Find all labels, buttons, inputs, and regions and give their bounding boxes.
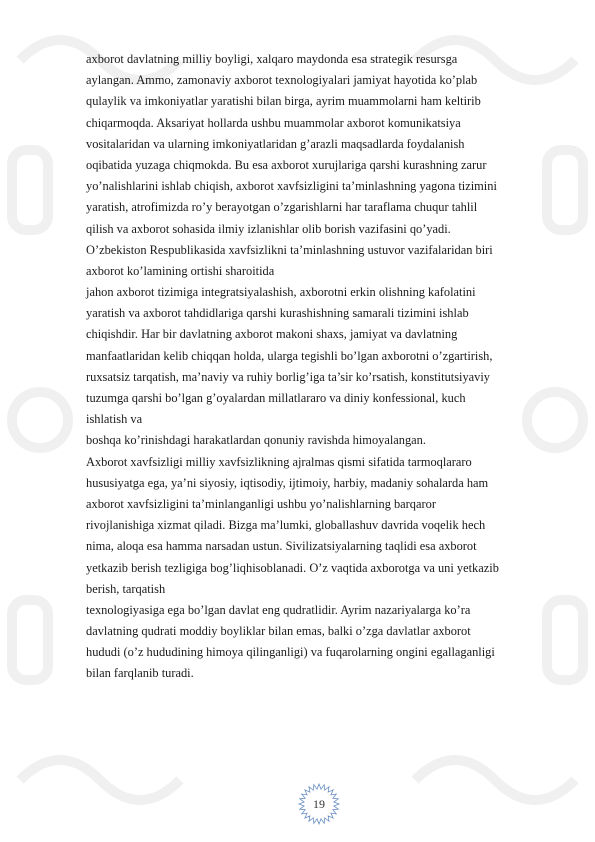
text-line: chiqarmoqda. Aksariyat hollarda ushbu muammolar axborot komunikatsiya (86, 115, 461, 130)
text-line: O’zbekiston Respublikasida xavfsizlikni ta’minlashning ustuvor vazifalaridan biri (86, 242, 493, 257)
text-line: yo’nalishlarini ishlab chiqish, axborot xavfsizligini ta’minlashning yagona tizimini (86, 179, 497, 194)
text-line: qilish va axborot sohasida ilmiy izlanishlar olib borish vazifasini qo’yadi. (86, 221, 451, 236)
text-line: bilan farqlanib turadi. (86, 666, 194, 681)
text-line: manfaatlaridan kelib chiqqan holda, ularga tegishli bo’lgan axborotni o’zgartirish, (86, 348, 493, 363)
document-body (86, 49, 556, 685)
text-line: ruxsatsiz tarqatish, ma’naviy va ruhiy borlig’iga ta’sir ko’rsatish, konstitutsiyaviy (86, 369, 490, 384)
page-number-badge (297, 782, 341, 826)
text-line: rivojlanishiga xizmat qiladi. Bizga ma’lumki, globallashuv davrida voqelik hech (86, 518, 486, 533)
text-line: jahon axborot tizimiga integratsiyalashish, axborotni erkin olishning kafolatini (86, 285, 476, 300)
text-line: Axborot xavfsizligi milliy xavfsizlikning ajralmas qismi sifatida tarmoqlararo (86, 454, 472, 469)
text-line: berish, tarqatish (86, 581, 166, 596)
text-line: chiqishdir. Har bir davlatning axborot makoni shaxs, jamiyat va davlatning (86, 327, 458, 342)
text-line: davlatning qudrati moddiy boyliklar bilan emas, balki o’zga davlatlar axborot (86, 624, 471, 639)
text-line: hududi (o’z hududining himoya qilinganligi) va fuqarolarning ongini egallaganligi (86, 645, 495, 660)
page-number: 19 (313, 796, 325, 811)
text-line: nima, aloqa esa hamma narsadan ustun. Sivilizatsiyalarning taqlidi esa axborot (86, 539, 477, 554)
text-line: vositalaridan va ularning imkoniyatlaridan g’arazli maqsadlarda foydalanish (86, 136, 465, 151)
text-line: hususiyatga ega, ya’ni siyosiy, iqtisodiy, ijtimoiy, harbiy, madaniy sohalarda ham (86, 475, 489, 490)
text-line: boshqa ko’rinishdagi harakatlardan qonuniy ravishda himoyalangan. (86, 433, 426, 448)
text-line: yetkazib berish tezligiga bog’liqhisoblanadi. O’z vaqtida axborotga va uni yetkazib (86, 560, 499, 575)
text-line: oqibatida yuzaga chiqmokda. Bu esa axborot xurujlariga qarshi kurashning zarur (86, 157, 487, 172)
text-line: axborot davlatning milliy boyligi, xalqaro maydonda esa strategik resursga (86, 52, 458, 66)
text-line: axborot xavfsizligini ta’minlanganligi ushbu yo’nalishlarning barqaror (86, 496, 436, 511)
text-line: axborot ko’lamining ortishi sharoitida (86, 263, 275, 278)
text-line: ishlatish va (86, 412, 143, 427)
text-line: tuzumga qarshi bo’lgan g’oyalardan millatlararo va diniy konfessional, kuch (86, 391, 466, 405)
text-line: texnologiyasiga ega bo’lgan davlat eng qudratlidir. Ayrim nazariyalarga ko’ra (86, 602, 471, 617)
text-line: yaratish va axborot tahdidlariga qarshi kurashishning samarali tizimini ishlab (86, 306, 469, 321)
text-line: aylangan. Ammo, zamonaviy axborot texnologiyalari jamiyat hayotida ko’plab (86, 73, 478, 88)
text-line: yaratish, atrofimizda ro’y berayotgan o’zgarishlarni har taraflama chuqur tahlil (86, 200, 478, 215)
text-line: qulaylik va imkoniyatlar yaratishi bilan birga, ayrim muammolarni ham keltirib (86, 94, 481, 109)
